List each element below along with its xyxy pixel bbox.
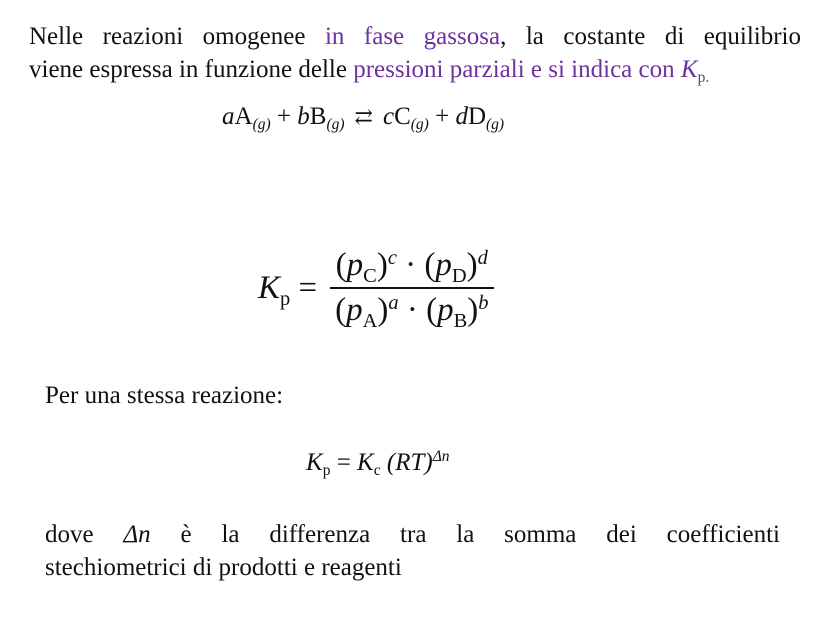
exponent-a: a [388, 291, 399, 314]
highlight-partial-pressures [353, 56, 710, 87]
kp-kc-relation [306, 448, 450, 480]
dove-line-1 [45, 518, 780, 551]
kp-fraction [329, 246, 494, 333]
intro-line-2 [29, 53, 801, 86]
state-d: (g) [486, 116, 505, 134]
kp-subscript: p. [697, 69, 710, 87]
dove-paragraph [45, 518, 780, 584]
pressure-sub-d: D [451, 265, 467, 288]
species-d: D [467, 103, 486, 130]
kp-lhs [258, 269, 318, 310]
plus-sign: + [428, 103, 456, 130]
exponent-c: c [387, 246, 397, 269]
paren: ( [424, 247, 436, 283]
coef-d: d [455, 103, 468, 130]
state-a: (g) [252, 116, 271, 134]
kp-formula [258, 243, 494, 333]
kp-symbol: K [306, 449, 323, 476]
rt-term: (RT) [380, 449, 433, 476]
exponent-d: d [477, 246, 488, 269]
pressure-sub-b: B [453, 310, 468, 333]
pressure-symbol: p [346, 247, 364, 283]
exponent-b: b [478, 291, 489, 314]
pressure-symbol: p [437, 292, 454, 328]
intro-line-1 [29, 20, 801, 53]
intro-text: , la costante di equilibrio [500, 23, 801, 50]
reaction-equation [222, 103, 505, 134]
paren: ( [335, 247, 347, 283]
dot-operator: · [398, 292, 427, 328]
fraction-numerator [330, 247, 494, 289]
paren: ) [377, 292, 389, 328]
kp-subscript: p [322, 462, 331, 480]
state-c: (g) [410, 116, 429, 134]
species-b: B [309, 103, 327, 130]
paren: ) [467, 292, 479, 328]
dove-line-2: stechiometrici di prodotti e reagenti [45, 554, 402, 581]
plus-sign: + [270, 103, 298, 130]
pressure-sub-c: C [363, 265, 377, 288]
paren: ( [335, 292, 347, 328]
pressure-symbol: p [346, 292, 363, 328]
kp-subscript: p [280, 287, 291, 310]
pressure-sub-a: A [362, 310, 378, 333]
coef-c: c [382, 103, 395, 130]
intro-text: viene espressa in funzione delle [29, 56, 354, 83]
pressure-symbol: p [435, 247, 452, 283]
dove-text: dove [45, 521, 124, 548]
kp-symbol: K [680, 56, 698, 83]
state-b: (g) [326, 116, 345, 134]
kc-symbol: K [357, 449, 374, 476]
equilibrium-arrow: ⇄ [354, 104, 373, 129]
intro-paragraph [29, 20, 801, 86]
paren: ) [376, 247, 388, 283]
highlight-gas-phase: in fase gassosa [324, 23, 501, 50]
equals-sign: = [330, 449, 358, 476]
species-a: A [234, 103, 253, 130]
fraction-denominator [329, 289, 494, 333]
species-c: C [394, 103, 411, 130]
paren: ( [426, 292, 438, 328]
paren: ) [466, 247, 478, 283]
equals-sign: = [290, 269, 318, 306]
coef-b: b [297, 103, 310, 130]
per-stessa-reazione: Per una stessa reazione: [45, 382, 284, 409]
kc-subscript: c [373, 462, 381, 480]
dot-operator: · [396, 247, 425, 283]
dove-text: è la differenza tra la somma dei coefficienti [150, 521, 780, 548]
coef-a: a [222, 103, 235, 130]
intro-text: Nelle reazioni omogenee [29, 23, 325, 50]
kp-symbol: K [258, 269, 281, 306]
highlight-text: pressioni parziali e si indica con [353, 56, 681, 83]
delta-n: Δn [123, 521, 151, 548]
delta-n-exponent: Δn [432, 448, 450, 466]
